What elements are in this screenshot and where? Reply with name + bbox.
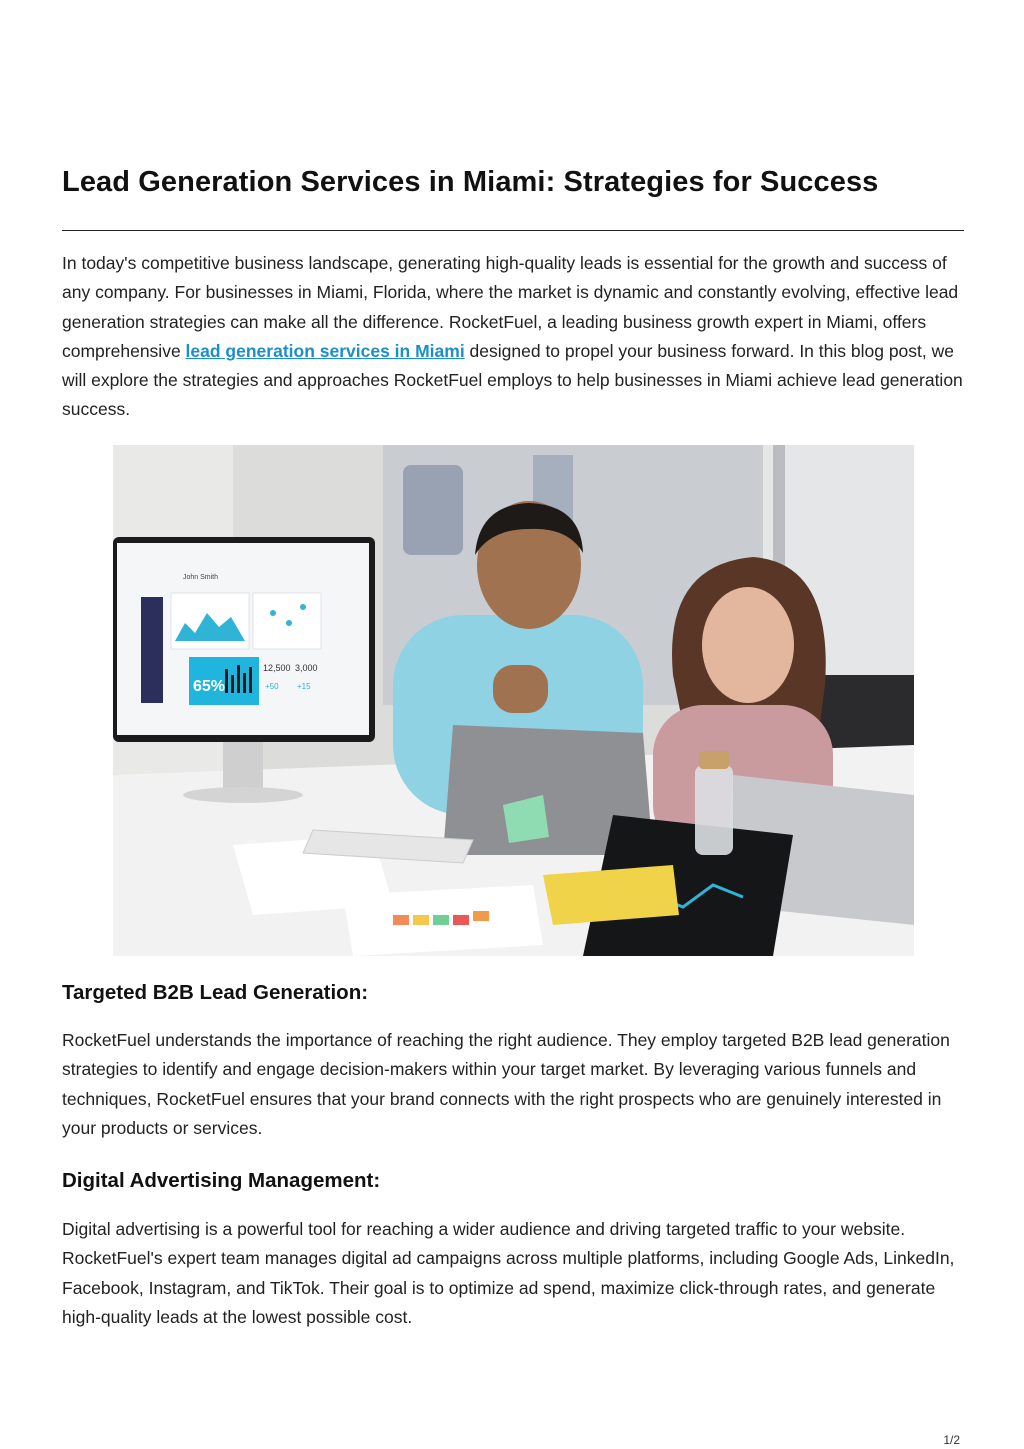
intro-text-before-link: In today's competitive business landscape, generating high-quality leads is essential for the growth and success of any company. For businesses in Miami, Florida, where the market is dynamic and constantly evolving, effective lead generation strategies can make all the difference. RocketFuel, a leading business growth expert in Miami, offers comprehensive	[62, 253, 959, 361]
office-photo-illustration	[113, 445, 914, 956]
title-divider	[62, 230, 964, 231]
office-photo	[113, 445, 914, 956]
section-body-digital-ads: Digital advertising is a powerful tool for reaching a wider audience and driving targeted traffic to your website. RocketFuel's expert team manages digital ad campaigns across multiple platforms, including Google Ads, LinkedIn, Facebook, Instagram, and TikTok. Their goal is to optimize ad spend, maximize click-through rates, and generate high-quality leads at the lowest possible cost.	[62, 1219, 955, 1327]
intro-text-after-link: designed to propel your business forward. In this blog post, we will explore the strategies and approaches RocketFuel employs to help businesses in Miami achieve lead generation success.	[62, 340, 963, 420]
lead-generation-link[interactable]: lead generation services in Miami	[185, 340, 465, 361]
intro-paragraph	[62, 249, 964, 425]
dashboard-value-1: 12,500	[263, 663, 291, 673]
section-heading-digital-ads: Digital Advertising Management:	[62, 1169, 381, 1192]
section-heading-b2b: Targeted B2B Lead Generation:	[62, 981, 369, 1004]
page-title: Lead Generation Services in Miami: Strategies for Success	[62, 166, 879, 198]
dashboard-delta-1: +50	[265, 682, 279, 691]
dashboard-delta-2: +15	[297, 682, 311, 691]
dashboard-percent: 65%	[193, 678, 226, 695]
section-body-b2b: RocketFuel understands the importance of reaching the right audience. They employ targeted B2B lead generation strategies to identify and engage decision-makers within your target market. By leveraging various funnels and techniques, RocketFuel ensures that your brand connects with the right prospects who are genuinely interested in your products or services.	[62, 1030, 950, 1138]
page-number: 1/2	[943, 1433, 960, 1447]
dashboard-value-2: 3,000	[295, 663, 318, 673]
dashboard-user: John Smith	[183, 574, 219, 581]
